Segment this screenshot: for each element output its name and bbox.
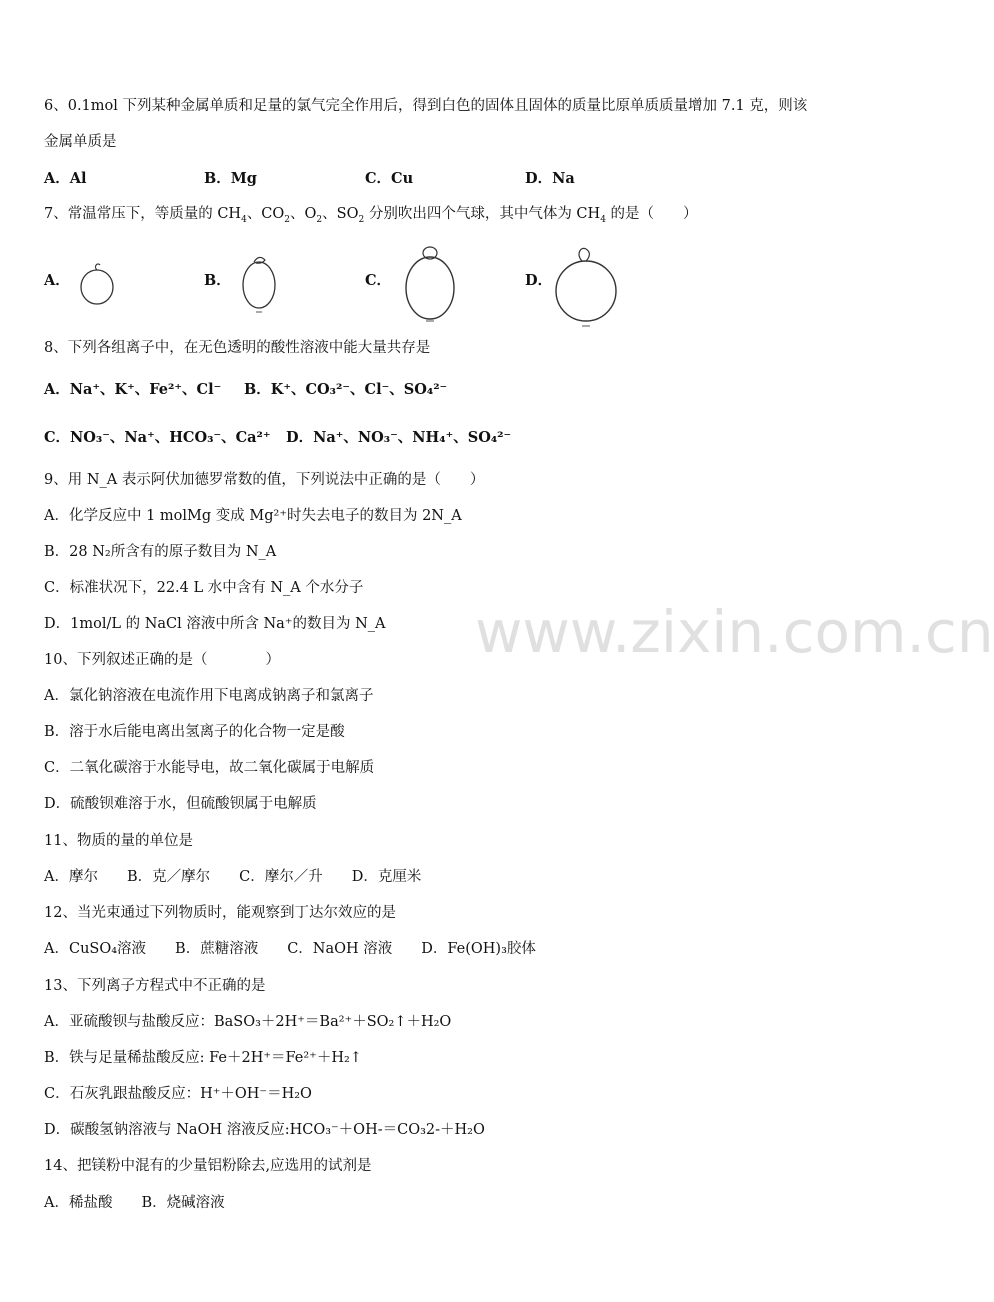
q13-option-a: A．亚硫酸钡与盐酸反应：BaSO₃＋2H⁺＝Ba²⁺＋SO₂↑＋H₂O	[44, 1014, 452, 1030]
q6-stem-line2: 金属单质是	[44, 134, 117, 150]
q8-stem: 8、下列各组离子中，在无色透明的酸性溶液中能大量共存是	[44, 340, 431, 356]
q7-option-d: D．	[525, 272, 553, 289]
q13-stem: 13、下列离子方程式中不正确的是	[44, 978, 266, 994]
q10-option-b: B．溶于水后能电离出氢离子的化合物一定是酸	[44, 724, 345, 740]
q8-option-b: B．K⁺、CO₃²⁻、Cl⁻、SO₄²⁻	[244, 381, 448, 398]
q12-options: A．CuSO₄溶液 B．蔗糖溶液 C．NaOH 溶液 D．Fe(OH)₃胶体	[44, 941, 536, 957]
q8-option-d: D．Na⁺、NO₃⁻、NH₄⁺、SO₄²⁻	[286, 429, 512, 446]
q8-option-a: A．Na⁺、K⁺、Fe²⁺、Cl⁻	[44, 381, 222, 398]
q6-stem-line1: 6、0.1mol 下列某种金属单质和足量的氯气完全作用后，得到白色的固体且固体的质量比原单质质量增加 7.1 克，则该	[44, 98, 808, 114]
q6-option-a: A．Al	[44, 170, 87, 187]
balloon-c-icon	[398, 244, 462, 324]
watermark: www.zixin.com.cn	[475, 598, 994, 666]
q9-option-a: A．化学反应中 1 molMg 变成 Mg²⁺时失去电子的数目为 2N_A	[44, 508, 462, 524]
q7-stem: 7、常温常压下，等质量的 $CH_4$、$CO_2$、$O_2$、$SO_2$ 分别吹出四个气球，其中气体为 $CH_4$ 的是（ ）	[44, 206, 698, 225]
q7-option-c: C．	[365, 272, 392, 289]
q8-option-c: C．NO₃⁻、Na⁺、HCO₃⁻、Ca²⁺	[44, 429, 271, 446]
q10-option-a: A．氯化钠溶液在电流作用下电离成钠离子和氯离子	[44, 688, 374, 704]
q9-stem: 9、用 N_A 表示阿伏加德罗常数的值，下列说法中正确的是（ ）	[44, 472, 485, 488]
q13-option-c: C．石灰乳跟盐酸反应：H⁺＋OH⁻＝H₂O	[44, 1086, 312, 1102]
q13-option-b: B．铁与足量稀盐酸反应: Fe＋2H⁺＝Fe²⁺＋H₂↑	[44, 1050, 362, 1066]
q14-stem: 14、把镁粉中混有的少量铝粉除去,应选用的试剂是	[44, 1158, 372, 1174]
q14-options: A．稀盐酸 B．烧碱溶液	[44, 1195, 225, 1211]
q6-option-d: D．Na	[525, 170, 575, 187]
q7-option-a: A．	[44, 272, 70, 289]
q10-stem: 10、下列叙述正确的是（ ）	[44, 652, 280, 668]
q11-stem: 11、物质的量的单位是	[44, 833, 193, 849]
q11-options: A．摩尔 B．克／摩尔 C．摩尔／升 D．克厘米	[44, 869, 422, 885]
q9-option-c: C．标准状况下，22.4 L 水中含有 N_A 个水分子	[44, 580, 364, 596]
q12-stem: 12、当光束通过下列物质时，能观察到丁达尔效应的是	[44, 905, 396, 921]
q6-option-c: C．Cu	[365, 170, 414, 187]
q13-option-d: D．碳酸氢钠溶液与 NaOH 溶液反应:HCO₃⁻＋OH-＝CO₃2-＋H₂O	[44, 1122, 485, 1138]
q10-option-d: D．硫酸钡难溶于水，但硫酸钡属于电解质	[44, 796, 317, 812]
q7-option-b: B．	[204, 272, 231, 289]
q9-option-b: B．28 N₂所含有的原子数目为 N_A	[44, 544, 277, 560]
q10-option-c: C．二氧化碳溶于水能导电，故二氧化碳属于电解质	[44, 760, 375, 776]
balloon-d-icon	[550, 241, 622, 331]
balloon-b-icon	[236, 252, 282, 316]
balloon-a-icon	[76, 258, 118, 308]
q9-option-d: D．1mol/L 的 NaCl 溶液中所含 Na⁺的数目为 N_A	[44, 616, 386, 632]
q6-option-b: B．Mg	[204, 170, 257, 187]
